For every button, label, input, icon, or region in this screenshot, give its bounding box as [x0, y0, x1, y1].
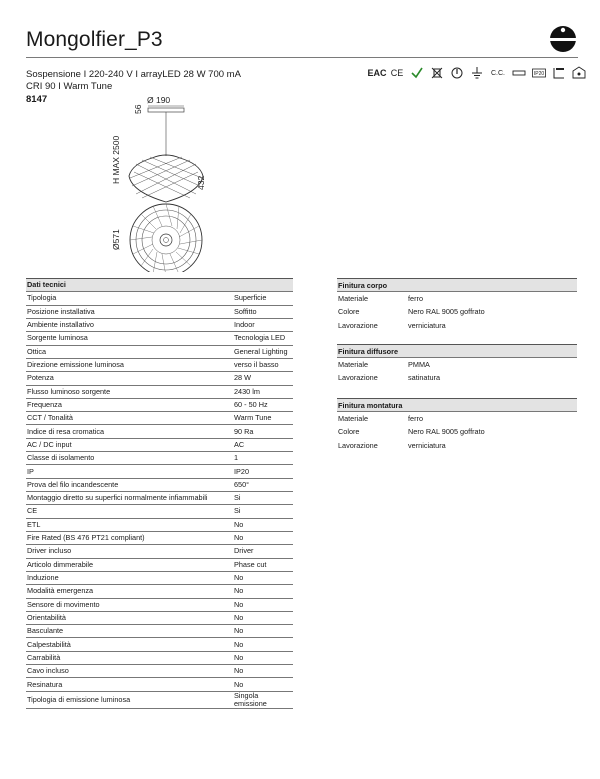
row-label: Materiale: [338, 414, 369, 424]
table-row: [26, 585, 293, 598]
table-row: [26, 665, 293, 678]
earth-icon: [470, 66, 484, 80]
subtitle-line-1: Sospensione I 220-240 V I arrayLED 28 W 700 mA: [26, 69, 241, 80]
row-label: IP: [26, 465, 233, 478]
row-value: 60 - 50 Hz: [233, 398, 293, 411]
row-value: Nero RAL 9005 goffrato: [408, 307, 485, 317]
table-row: [337, 358, 577, 371]
row-label: Tipologia di emissione luminosa: [26, 691, 233, 708]
row-value: Phase cut: [233, 558, 293, 571]
table-row: [337, 292, 577, 305]
row-value: No: [233, 585, 293, 598]
table-row: [26, 505, 293, 518]
row-value: Superficie: [233, 292, 293, 305]
svg-text:IP20: IP20: [533, 71, 545, 78]
row-label: Ottica: [26, 345, 233, 358]
ceiling-mount-icon: [572, 66, 586, 80]
class-one-icon: [450, 66, 464, 80]
row-label: Lavorazione: [338, 373, 378, 383]
row-label: Fire Rated (BS 476 PT21 compliant): [26, 531, 233, 544]
row-value: No: [233, 665, 293, 678]
row-value: verniciatura: [408, 440, 446, 450]
weee-bin-icon: [430, 66, 444, 80]
header-divider: [26, 57, 578, 58]
table-row: [26, 398, 293, 411]
row-value: No: [233, 531, 293, 544]
cc-icon: C.C.: [491, 69, 505, 77]
row-label: Flusso luminoso sorgente: [26, 385, 233, 398]
row-value: AC: [233, 438, 293, 451]
finitura-montatura-heading: Finitura montatura: [337, 399, 577, 412]
row-label: Materiale: [338, 360, 369, 370]
row-label: ETL: [26, 518, 233, 531]
table-row: [26, 465, 293, 478]
table-row: [26, 412, 293, 425]
table-row: [337, 412, 577, 425]
row-label: Driver incluso: [26, 545, 233, 558]
row-label: Classe di isolamento: [26, 452, 233, 465]
row-value: verso il basso: [233, 358, 293, 371]
dim-h-max: H MAX 2500: [111, 135, 121, 184]
page-title: Mongolfier_P3: [26, 28, 163, 51]
row-label: AC / DC input: [26, 438, 233, 451]
table-row: [26, 492, 293, 505]
row-label: Lavorazione: [338, 320, 378, 330]
row-label: Potenza: [26, 372, 233, 385]
certification-icons: [367, 66, 586, 80]
row-label: Posizione installativa: [26, 305, 233, 318]
dim-canopy: 56: [133, 104, 143, 114]
finitura-corpo-table: [337, 278, 577, 332]
table-row: [26, 651, 293, 664]
row-value: satinatura: [408, 373, 441, 383]
subtitle-line-2: CRI 90 I Warm Tune: [26, 81, 113, 92]
row-value: Driver: [233, 545, 293, 558]
row-value: 650°: [233, 478, 293, 491]
rohs-icon: [410, 66, 424, 80]
table-header-row: [26, 279, 293, 292]
row-value: No: [233, 625, 293, 638]
table-row: [26, 358, 293, 371]
row-label: Colore: [338, 307, 360, 317]
table-row: [26, 611, 293, 624]
table-row: [26, 385, 293, 398]
row-label: Ambiente installativo: [26, 318, 233, 331]
row-value: Si: [233, 492, 293, 505]
table-row: [26, 332, 293, 345]
row-label: CCT / Tonalità: [26, 412, 233, 425]
table-row: [26, 678, 293, 691]
surface-mount-icon: [552, 66, 566, 80]
table-row: [26, 518, 293, 531]
row-label: Montaggio diretto su superfici normalmente infiammabili: [26, 492, 233, 505]
row-label: Direzione emissione luminosa: [26, 358, 233, 371]
finitura-diffusore-heading: Finitura diffusore: [337, 345, 577, 358]
technical-data-table: [26, 278, 293, 709]
row-value: 1: [233, 452, 293, 465]
table-row: [26, 425, 293, 438]
row-value: Singola emissione: [233, 691, 293, 708]
table-row: [26, 598, 293, 611]
row-value: No: [233, 651, 293, 664]
row-value: Indoor: [233, 318, 293, 331]
dim-height: 432: [196, 175, 206, 190]
table-row: [26, 452, 293, 465]
row-value: Tecnologia LED: [233, 332, 293, 345]
row-label: CE: [26, 505, 233, 518]
row-value: Si: [233, 505, 293, 518]
table-row: [337, 425, 577, 438]
row-label: Basculante: [26, 625, 233, 638]
row-value: No: [233, 611, 293, 624]
table-row: [26, 531, 293, 544]
row-label: Modalità emergenza: [26, 585, 233, 598]
row-label: Sorgente luminosa: [26, 332, 233, 345]
ce-icon: CE: [390, 68, 404, 78]
row-label: Frequenza: [26, 398, 233, 411]
table-row: [26, 292, 293, 305]
row-value: No: [233, 638, 293, 651]
finitura-diffusore-table: [337, 344, 577, 384]
table-row: [26, 638, 293, 651]
product-drawing: [100, 92, 240, 272]
row-value: 90 Ra: [233, 425, 293, 438]
dim-diameter: Ø571: [111, 229, 121, 250]
table-row: [337, 371, 577, 384]
table-row: [26, 625, 293, 638]
row-label: Indice di resa cromatica: [26, 425, 233, 438]
table-row: [26, 691, 293, 708]
row-label: Prova del filo incandescente: [26, 478, 233, 491]
row-label: Carrabilità: [26, 651, 233, 664]
row-value: verniciatura: [408, 320, 446, 330]
row-value: IP20: [233, 465, 293, 478]
row-value: 2430 lm: [233, 385, 293, 398]
driver-icon: [512, 66, 526, 80]
row-value: PMMA: [408, 360, 430, 370]
table-row: [26, 478, 293, 491]
dim-diameter-top: Ø 190: [147, 95, 171, 105]
row-label: Lavorazione: [338, 440, 378, 450]
row-value: No: [233, 598, 293, 611]
row-label: Colore: [338, 427, 360, 437]
table-row: [337, 438, 577, 451]
row-label: Sensore di movimento: [26, 598, 233, 611]
table-row: [26, 545, 293, 558]
finitura-montatura-table: [337, 398, 577, 452]
row-label: Resinatura: [26, 678, 233, 691]
table-row: [26, 438, 293, 451]
row-label: Articolo dimmerabile: [26, 558, 233, 571]
row-label: Induzione: [26, 571, 233, 584]
technical-data-heading: Dati tecnici: [26, 279, 293, 292]
eac-icon: EAC: [367, 68, 387, 78]
row-value: ferro: [408, 414, 424, 424]
row-value: Nero RAL 9005 goffrato: [408, 427, 485, 437]
table-row: [26, 571, 293, 584]
brand-logo-icon: [549, 25, 577, 53]
product-code: 8147: [26, 94, 48, 105]
row-value: Warm Tune: [233, 412, 293, 425]
finitura-corpo-heading: Finitura corpo: [337, 279, 577, 292]
table-row: [337, 305, 577, 318]
row-value: 28 W: [233, 372, 293, 385]
ip20-icon: [532, 66, 546, 80]
table-row: [26, 558, 293, 571]
table-row: [26, 305, 293, 318]
row-value: ferro: [408, 294, 424, 304]
row-label: Tipologia: [26, 292, 233, 305]
row-label: Cavo incluso: [26, 665, 233, 678]
table-row: [26, 345, 293, 358]
row-value: No: [233, 571, 293, 584]
row-value: General Lighting: [233, 345, 293, 358]
row-label: Orientabilità: [26, 611, 233, 624]
row-label: Calpestabilità: [26, 638, 233, 651]
row-value: No: [233, 518, 293, 531]
table-row: [26, 372, 293, 385]
table-row: [337, 318, 577, 331]
row-label: Materiale: [338, 294, 369, 304]
row-value: Soffitto: [233, 305, 293, 318]
table-row: [26, 318, 293, 331]
row-value: No: [233, 678, 293, 691]
